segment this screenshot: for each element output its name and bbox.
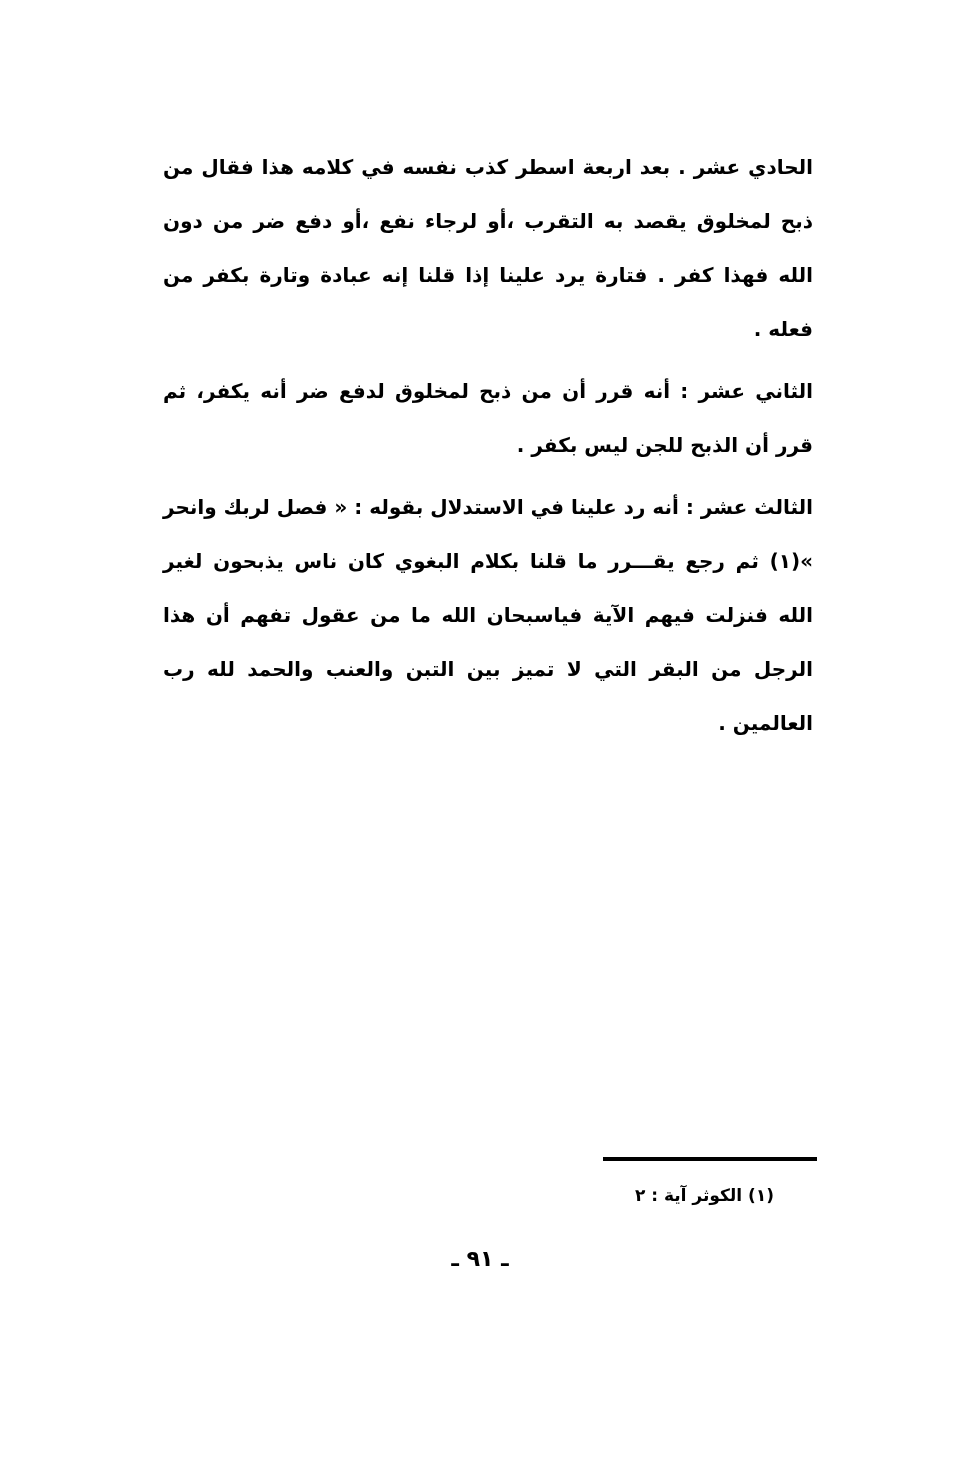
paragraph-twelfth: الثاني عشر : أنه قرر أن من ذبح لمخلوق لدفع ضر أنه يكفر، ثم قرر أن الذبح للجن ليس بكفر . <box>163 379 813 457</box>
paragraph-eleventh: الحادي عشر . بعد اربعة اسطر كذب نفسه في كلامه هذا فقال من ذبح لمخلوق يقصد به التقرب ،أو لرجاء نفع ،أو دفع ضر من دون الله فهذا كفر . فتارة يرد علينا إذا قلنا إنه عبادة وتارة بكفر من فعله . <box>163 155 813 341</box>
body-text <box>163 140 813 758</box>
footnote-divider <box>603 1157 817 1161</box>
paragraph-thirteenth: الثالث عشر : أنه رد علينا في الاستدلال بقوله : « فصل لربك وانحر »(١) ثم رجع يقـــرر ما قلنا بكلام البغوي كان ناس يذبحون لغير الله فنزلت فيهم الآية فياسبحان الله ما من عقول تفهم أن هذا الرجل من البقر التي لا تميز بين التبن والعنب والحمد لله رب العالمين . <box>163 495 813 735</box>
page-number: ـ ٩١ ـ <box>451 1247 509 1272</box>
footnote: (١) الكوثر آية : ٢ <box>634 1186 774 1206</box>
